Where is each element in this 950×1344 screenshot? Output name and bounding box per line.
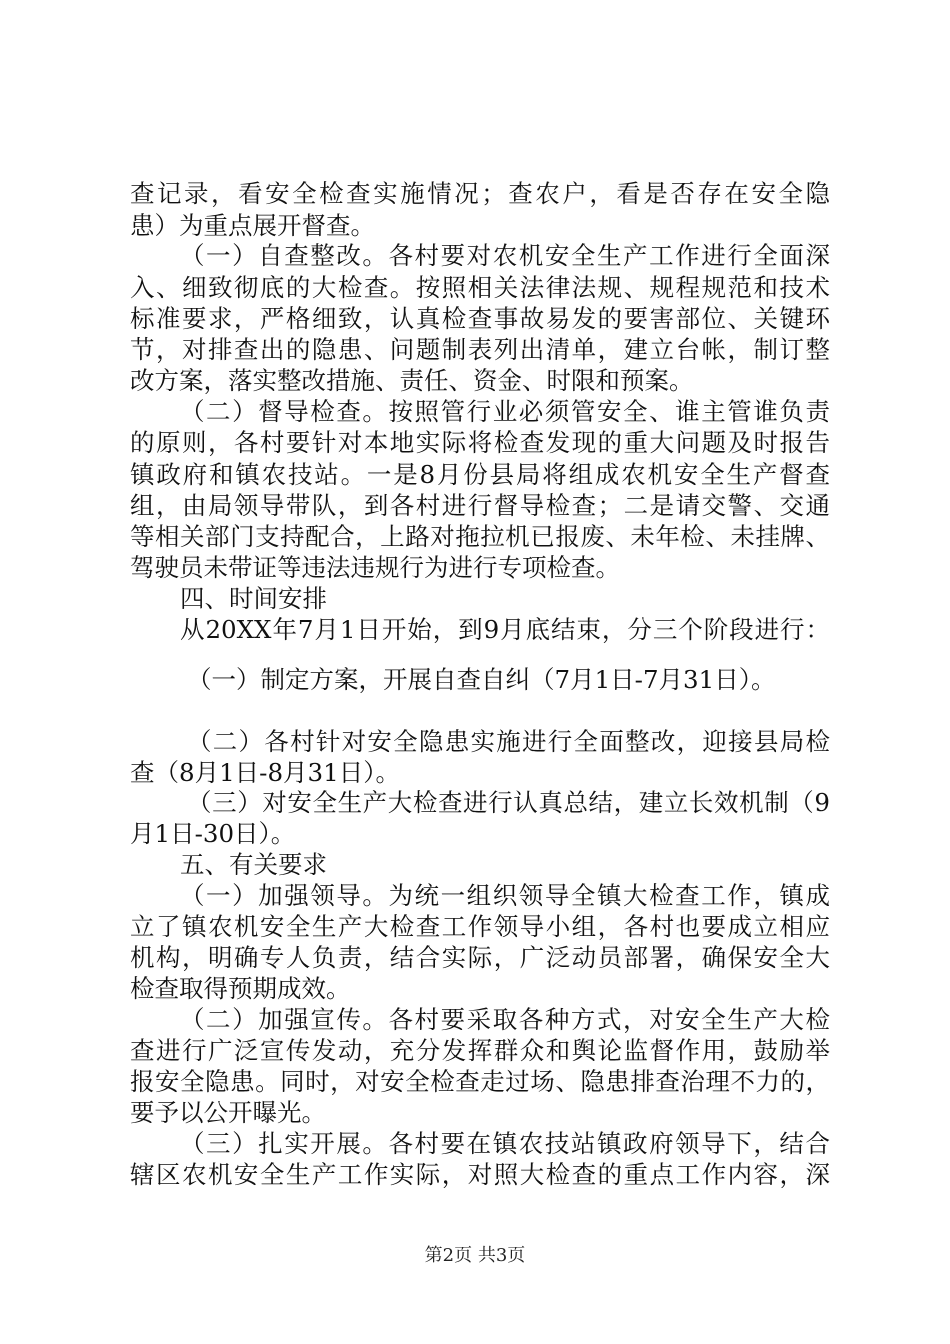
text-line: （一）制定方案，开展自查自纠（7月1日-7月31日）。 [187,665,776,694]
text-line: （一）加强领导。为统一组织领导全镇大检查工作，镇成 [180,881,830,910]
text-line: 机构，明确专人负责，结合实际，广泛动员部署，确保安全大 [130,943,830,972]
text-line: 驾驶员未带证等违法违规行为进行专项检查。 [130,553,620,582]
text-line: （三）扎实开展。各村要在镇农技站镇政府领导下，结合 [180,1129,830,1158]
text-line: 患）为重点展开督查。 [130,211,375,240]
section-heading: 五、有关要求 [180,850,327,879]
text-line: （二）加强宣传。各村要采取各种方式，对安全生产大检 [180,1005,830,1034]
text-line: 组，由局领导带队，到各村进行督导检查；二是请交警、交通 [130,491,830,520]
text-line: 查记录，看安全检查实施情况；查农户，看是否存在安全隐 [130,179,830,208]
text-line: （三）对安全生产大检查进行认真总结，建立长效机制（9 [187,788,830,817]
text-line: 查进行广泛宣传发动，充分发挥群众和舆论监督作用，鼓励举 [130,1036,830,1065]
text-line: （二）各村针对安全隐患实施进行全面整改，迎接县局检 [187,727,830,756]
text-line: 从20XX年7月1日开始，到9月底结束，分三个阶段进行： [180,615,830,644]
text-line: （二）督导检查。按照管行业必须管安全、谁主管谁负责 [180,397,830,426]
text-line: 立了镇农机安全生产大检查工作领导小组，各村也要成立相应 [130,912,830,941]
page-footer: 第2页 共3页 [424,1245,526,1266]
text-line: 镇政府和镇农技站。一是8月份县局将组成农机安全生产督查 [130,460,830,489]
text-line: 标准要求，严格细致，认真检查事故易发的要害部位、关键环 [130,304,830,333]
text-line: 改方案，落实整改措施、责任、资金、时限和预案。 [130,366,694,395]
text-line: 节，对排查出的隐患、问题制表列出清单，建立台帐，制订整 [130,335,830,364]
text-line: 查（8月1日-8月31日）。 [130,758,400,787]
text-line: 的原则，各村要针对本地实际将检查发现的重大问题及时报告 [130,428,830,457]
text-line: 等相关部门支持配合，上路对拖拉机已报废、未年检、未挂牌、 [130,522,830,551]
text-line: 月1日-30日）。 [130,819,296,848]
text-line: 要予以公开曝光。 [130,1098,326,1127]
section-heading: 四、时间安排 [180,584,327,613]
text-line: 辖区农机安全生产工作实际，对照大检查的重点工作内容，深 [130,1160,830,1189]
text-line: 入、细致彻底的大检查。按照相关法律法规、规程规范和技术 [130,273,830,302]
text-line: 检查取得预期成效。 [130,974,351,1003]
text-line: （一）自查整改。各村要对农机安全生产工作进行全面深 [180,241,830,270]
text-line: 报安全隐患。同时，对安全检查走过场、隐患排查治理不力的， [130,1067,830,1096]
